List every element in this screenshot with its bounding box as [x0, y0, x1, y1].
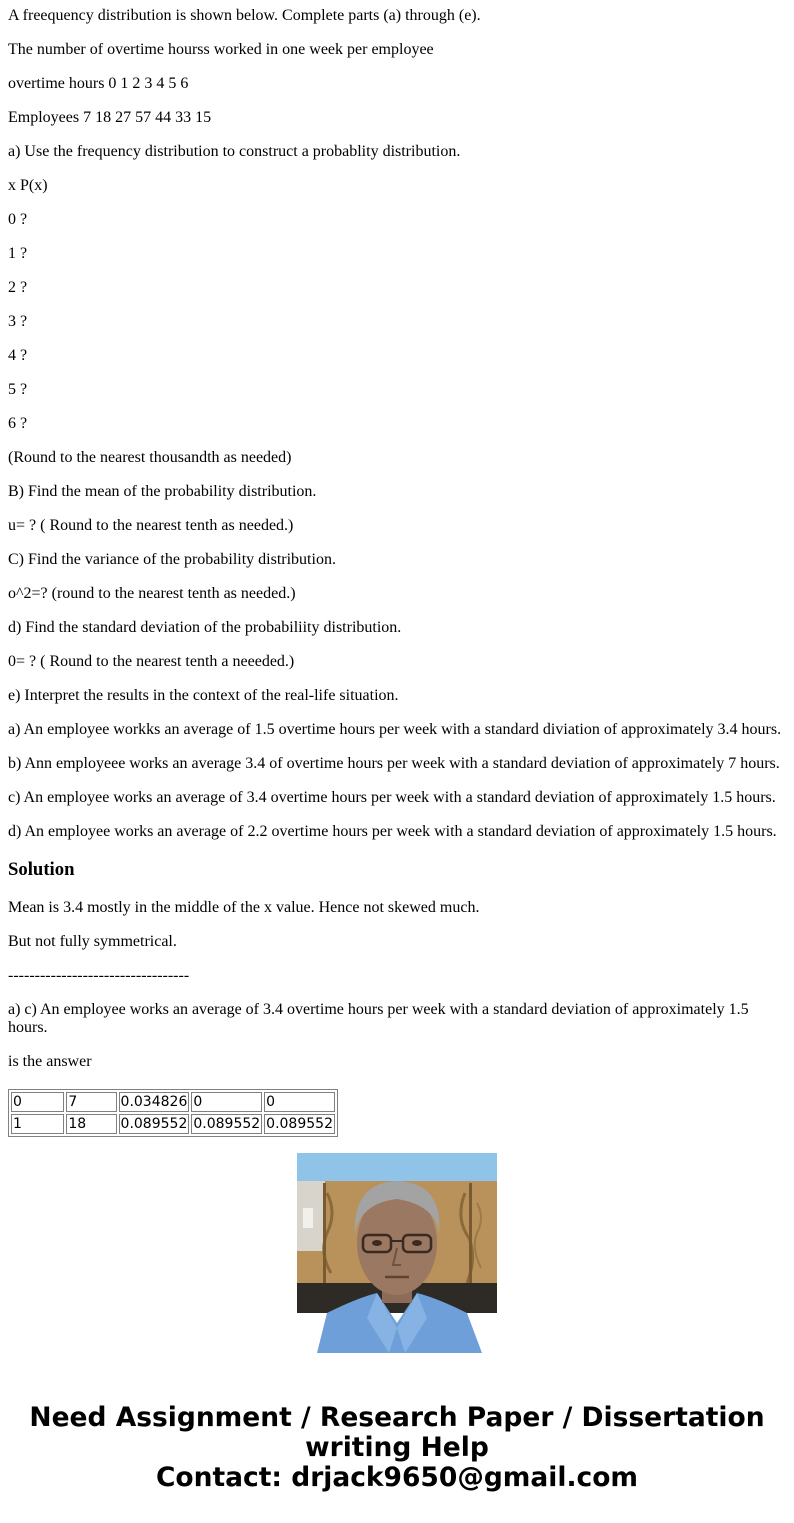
solution-answer-suffix: is the answer — [8, 1053, 92, 1070]
part-a-note: (Round to the nearest thousandth as needed) — [8, 449, 292, 466]
table-cell: 0 — [264, 1092, 335, 1112]
intro-text: A freequency distribution is shown below. Complete parts (a) through (e). — [8, 7, 481, 24]
solution-table-container — [8, 1089, 338, 1132]
part-d-answer: 0= ? ( Round to the nearest tenth a neeeded.) — [8, 653, 295, 670]
option-c: c) An employee works an average of 3.4 overtime hours per week with a standard deviation of approximately 1.5 hours. — [8, 789, 776, 806]
table-cell: 1 — [11, 1114, 64, 1134]
author-portrait-icon — [297, 1153, 497, 1353]
promo-footer — [0, 1403, 794, 1493]
px-row: 2 ? — [8, 279, 28, 296]
option-a: a) An employee workks an average of 1.5 overtime hours per week with a standard diviation of approximately 3.4 hours. — [8, 721, 782, 738]
table-cell: 0 — [11, 1092, 64, 1112]
option-d: d) An employee works an average of 2.2 overtime hours per week with a standard deviation of approximately 1.5 hours. — [8, 823, 777, 840]
px-row: 6 ? — [8, 415, 28, 432]
part-b-answer: u= ? ( Round to the nearest tenth as needed.) — [8, 517, 294, 534]
table-cell: 7 — [66, 1092, 116, 1112]
table-cell: 0 — [191, 1092, 262, 1112]
part-b-text: B) Find the mean of the probability distribution. — [8, 483, 317, 500]
solution-answer: a) c) An employee works an average of 3.4 overtime hours per week with a standard deviation of approximately 1.5 hours. — [8, 1001, 749, 1036]
promo-line-2: writing Help — [305, 1432, 489, 1463]
solution-separator: ---------------------------------- — [8, 967, 190, 984]
subtitle-text: The number of overtime hourss worked in one week per employee — [8, 41, 434, 58]
px-row: 1 ? — [8, 245, 28, 262]
option-b: b) Ann employeee works an average 3.4 of overtime hours per week with a standard deviation of approximately 7 hours. — [8, 755, 780, 772]
employees-row: Employees 7 18 27 57 44 33 15 — [8, 109, 212, 126]
table-row — [11, 1114, 335, 1134]
solution-table — [8, 1089, 338, 1137]
table-row — [11, 1092, 335, 1112]
promo-line-1: Need Assignment / Research Paper / Dissertation — [29, 1402, 765, 1433]
part-d-text: d) Find the standard deviation of the probabiliity distribution. — [8, 619, 402, 636]
part-c-answer: o^2=? (round to the nearest tenth as needed.) — [8, 585, 296, 602]
author-avatar — [297, 1153, 497, 1353]
table-cell: 18 — [66, 1114, 116, 1134]
solution-heading: Solution — [8, 859, 75, 880]
px-row: 0 ? — [8, 211, 28, 228]
part-a-text: a) Use the frequency distribution to construct a probablity distribution. — [8, 143, 461, 160]
overtime-hours-row: overtime hours 0 1 2 3 4 5 6 — [8, 75, 189, 92]
table-cell: 0.089552 — [120, 1116, 188, 1132]
px-row: 3 ? — [8, 313, 28, 330]
table-cell: 0.034826 — [120, 1094, 188, 1110]
table-cell: 0.089552 — [264, 1114, 335, 1134]
px-row: 4 ? — [8, 347, 28, 364]
px-row: 5 ? — [8, 381, 28, 398]
part-c-text: C) Find the variance of the probability distribution. — [8, 551, 336, 568]
table-cell: 0.089552 — [193, 1116, 261, 1132]
px-table-header: x P(x) — [8, 177, 48, 194]
part-e-text: e) Interpret the results in the context of the real-life situation. — [8, 687, 399, 704]
promo-contact: Contact: drjack9650@gmail.com — [155, 1462, 639, 1493]
solution-line-1: Mean is 3.4 mostly in the middle of the x value. Hence not skewed much. — [8, 899, 480, 916]
solution-line-2: But not fully symmetrical. — [8, 933, 177, 950]
